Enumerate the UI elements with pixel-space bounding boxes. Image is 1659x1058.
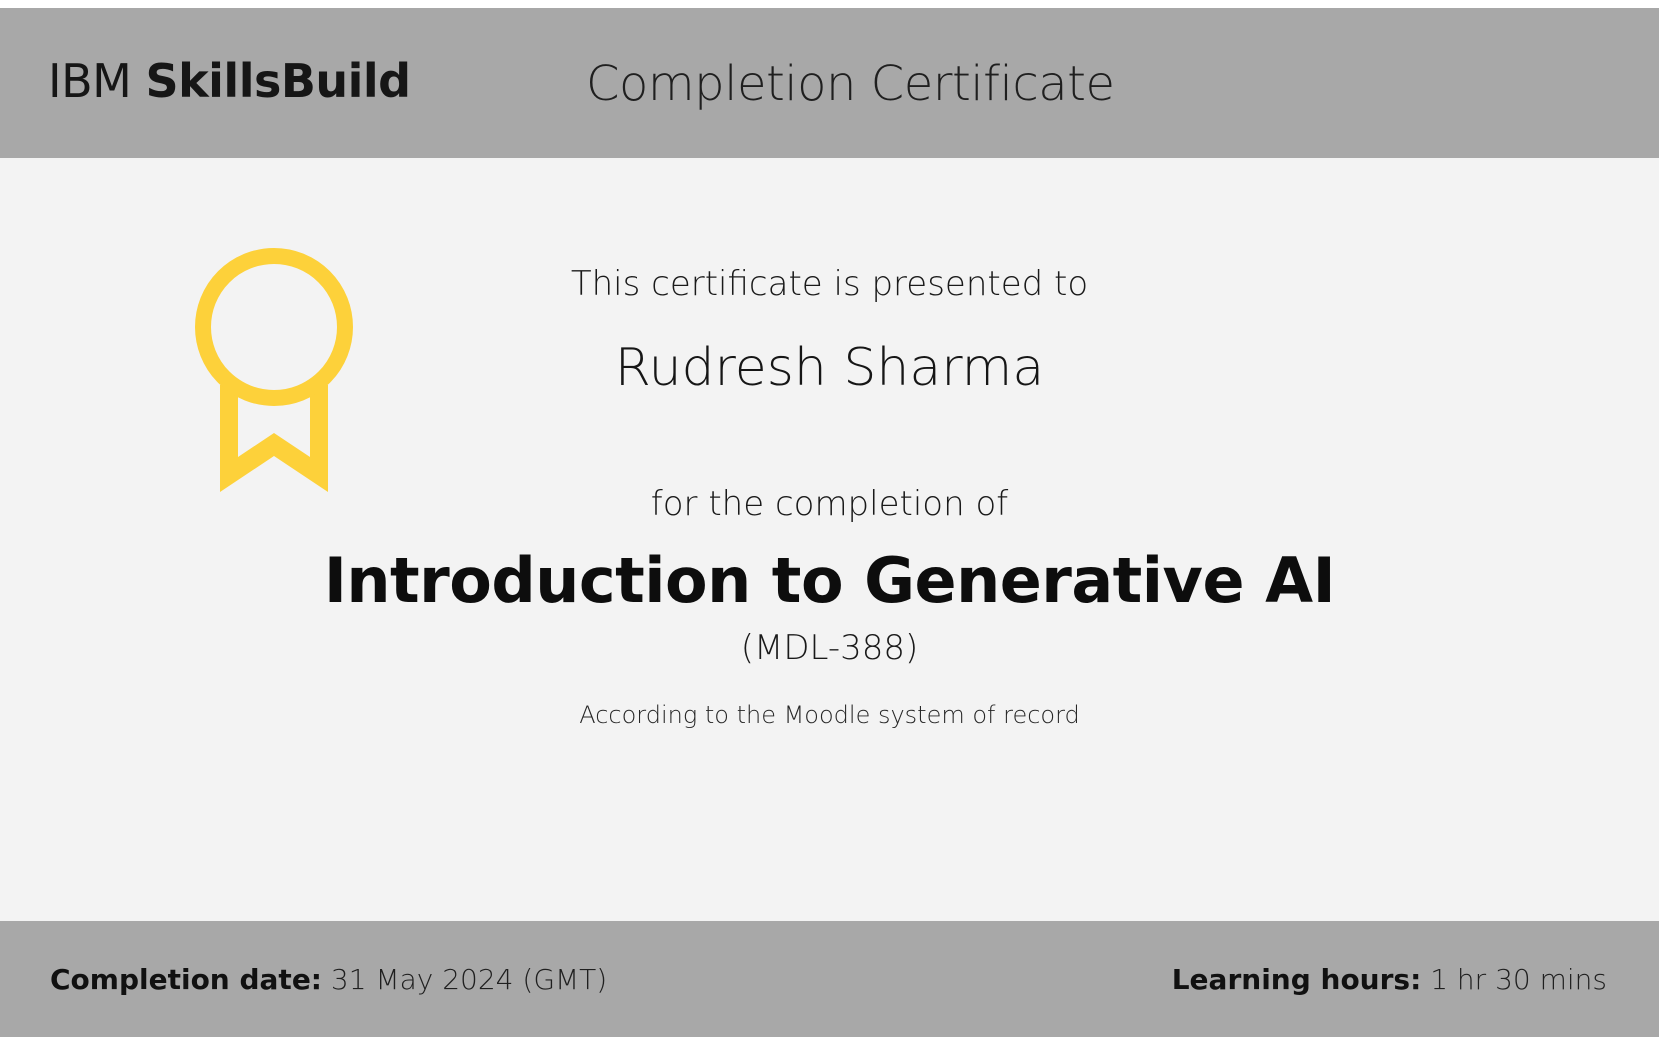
completion-date-label: Completion date: xyxy=(50,963,323,996)
brand-logo xyxy=(48,54,411,108)
certificate xyxy=(0,8,1659,1037)
completion-text: for the completion of xyxy=(650,484,1009,524)
recipient-name: Rudresh Sharma xyxy=(614,338,1045,398)
certificate-header xyxy=(0,8,1659,158)
brand-prefix: IBM xyxy=(48,54,132,108)
certificate-title: Completion Certificate xyxy=(586,56,1115,112)
learning-hours-label: Learning hours: xyxy=(1171,963,1422,996)
brand-name: SkillsBuild xyxy=(145,54,411,108)
completion-date xyxy=(50,963,607,996)
learning-hours xyxy=(1172,963,1607,996)
learning-hours-value: 1 hr 30 mins xyxy=(1430,963,1607,996)
presented-text: This certificate is presented to xyxy=(570,264,1089,304)
record-note: According to the Moodle system of record xyxy=(579,701,1080,729)
course-code: (MDL-388) xyxy=(740,628,919,668)
certificate-footer xyxy=(0,921,1659,1037)
course-title: Introduction to Generative AI xyxy=(323,544,1336,617)
completion-date-value: 31 May 2024 (GMT) xyxy=(330,963,608,996)
